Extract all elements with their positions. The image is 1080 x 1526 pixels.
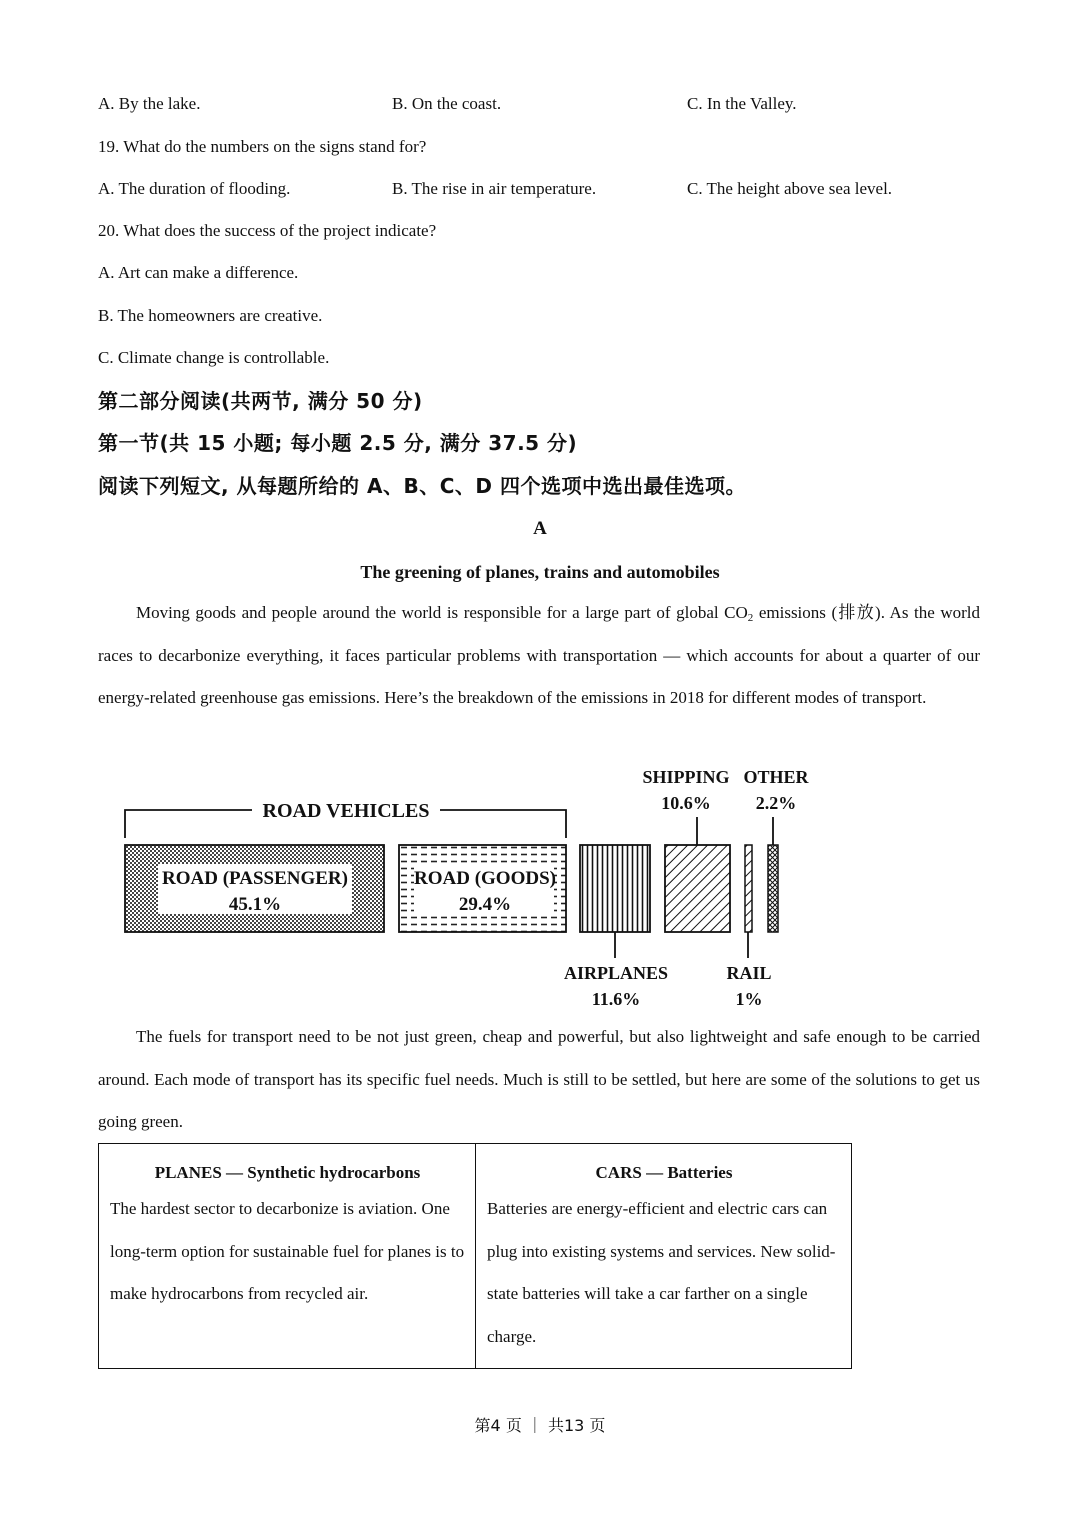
instruction: 阅读下列短文, 从每题所给的 A、B、C、D 四个选项中选出最佳选项。 [98,474,746,498]
table-cell-cars [475,1144,851,1368]
table-cell-planes [99,1144,475,1368]
p1-text-after: emissions (排放). As the world races to decarbonize everything, it faces particular problems with transportation — which accounts for about a quarter of our energy-related greenhouse gas emissions. Here’s the breakdown of the emissions in 2018 for different modes of transport. [98,603,980,707]
q18-option-c: C. In the Valley. [687,94,797,113]
passage-title: The greening of planes, trains and automobiles [360,562,720,582]
co2-subscript: 2 [747,612,754,624]
passage-letter: A [533,518,547,539]
value-airplanes: 11.6% [591,989,641,1009]
value-road-passenger: 45.1% [228,894,282,915]
p2-text: The fuels for transport need to be not just green, cheap and powerful, but also lightweight and safe enough to be carried around. Each mode of transport has its specific fuel needs. Much is still to be settled, but here are some of the solutions to get us going green. [98,1027,980,1131]
bar-airplanes [580,845,650,932]
solutions-table [98,1143,852,1369]
q19-option-c: C. The height above sea level. [687,179,893,198]
p1-text-before: Moving goods and people around the world is responsible for a large part of global CO [136,603,748,622]
q19-question: 19. What do the numbers on the signs stand for? [98,137,427,156]
sub-section-title: 第一节(共 15 小题; 每小题 2.5 分, 满分 37.5 分) [98,431,578,455]
passage-paragraph-2 [98,1016,980,1144]
value-road-goods: 29.4% [458,894,512,915]
cars-heading: CARS — Batteries [595,1163,733,1182]
label-airplanes: AIRPLANES [563,963,669,983]
label-road-goods: ROAD (GOODS) [414,868,556,889]
road-vehicles-label: ROAD VEHICLES [262,800,430,822]
label-rail: RAIL [726,963,772,983]
page-footer: 第4 页 ｜ 共13 页 [474,1416,606,1435]
q18-option-a: A. By the lake. [98,94,201,113]
q18-option-b: B. On the coast. [392,94,502,113]
label-other: OTHER [743,767,809,787]
label-shipping: SHIPPING [642,767,730,787]
bar-shipping [665,845,730,932]
value-rail: 1% [735,989,763,1009]
passage-paragraph-1 [98,592,980,720]
cars-body: Batteries are energy-efficient and electric cars can plug into existing systems and services. New solid-state batteries will take a car farther on a single charge. [487,1199,836,1346]
q20-question: 20. What does the success of the project indicate? [98,221,437,240]
part-title: 第二部分阅读(共两节, 满分 50 分) [98,389,423,413]
bar-rail [745,845,752,932]
label-road-passenger: ROAD (PASSENGER) [162,868,348,889]
planes-body: The hardest sector to decarbonize is aviation. One long-term option for sustainable fuel for planes is to make hydrocarbons from recycled air. [110,1199,465,1303]
q20-option-a: A. Art can make a difference. [98,263,299,282]
q19-option-b: B. The rise in air temperature. [392,179,597,198]
value-other: 2.2% [755,793,797,813]
q19-option-a: A. The duration of flooding. [98,179,291,198]
q20-option-c: C. Climate change is controllable. [98,348,330,367]
value-shipping: 10.6% [661,793,711,813]
q20-option-b: B. The homeowners are creative. [98,306,323,325]
planes-heading: PLANES — Synthetic hydrocarbons [154,1163,421,1182]
transport-emissions-chart [0,760,1080,1020]
bar-other [768,845,778,932]
